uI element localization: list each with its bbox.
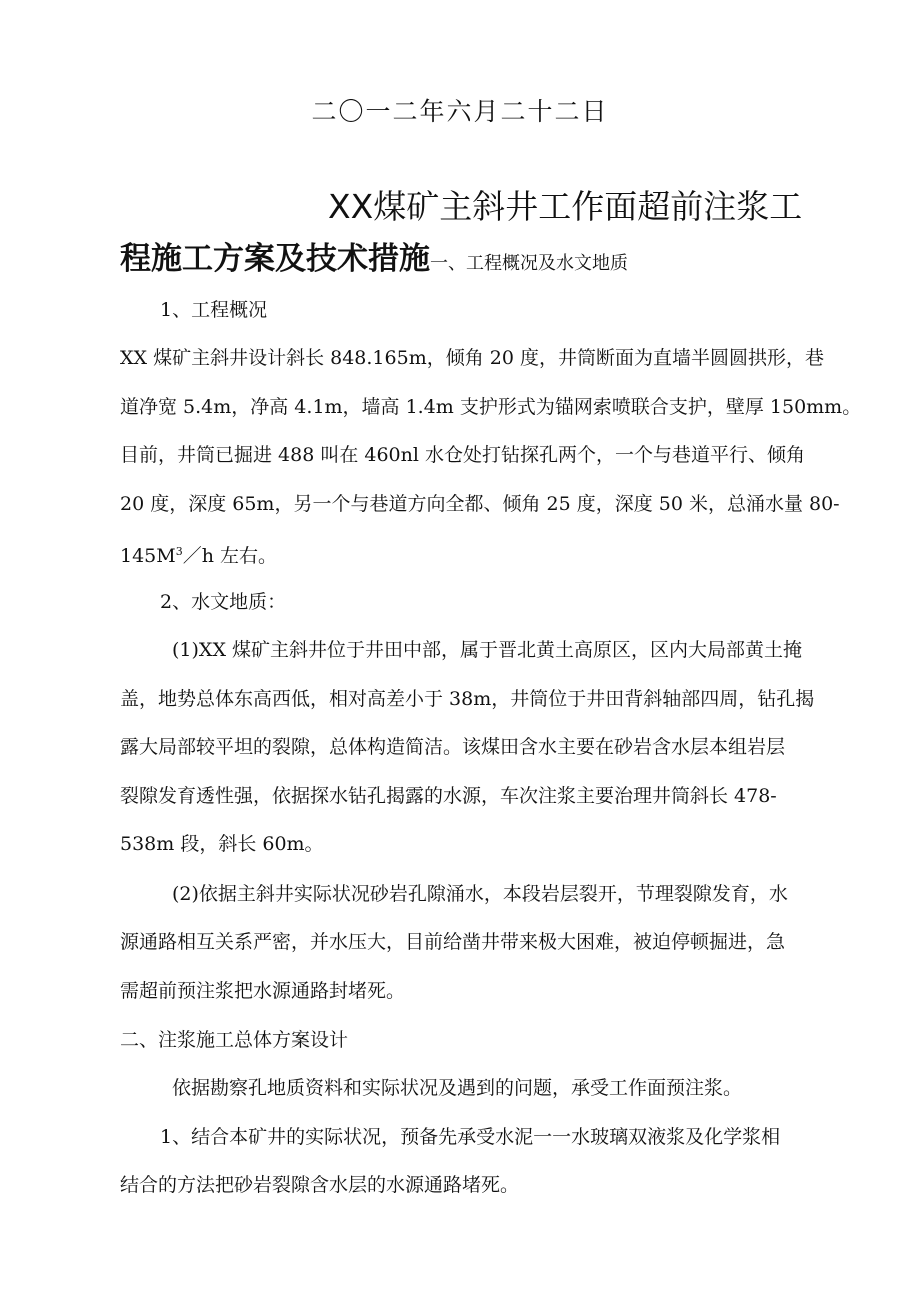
para2-line: 538m 段，斜长 60m。 (120, 833, 324, 855)
para3-line: (2)依据主斜井实际状况砂岩孔隙涌水，本段岩层裂开，节理裂隙发育，水 (172, 883, 788, 905)
para5-line: 1、结合本矿井的实际状况，预备先承受水泥一一水玻璃双液浆及化学浆相 (160, 1126, 781, 1148)
para5-line: 结合的方法把砂岩裂隙含水层的水源通路堵死。 (120, 1174, 520, 1196)
para3-line: 需超前预注浆把水源通路封堵死。 (120, 980, 406, 1002)
para3-line: 源通路相互关系严密，并水压大，目前给凿井带来极大困难，被迫停顿掘进，急 (120, 931, 786, 953)
flow-rate-superscript: 3 (175, 545, 183, 558)
para1-line: XX 煤矿主斜井设计斜长 848.165m，倾角 20 度，井筒断面为直墙半圆圆拱形，巷 (120, 347, 824, 369)
para2-line: (1)XX 煤矿主斜井位于井田中部，属于晋北黄土高原区，区内大局部黄土掩 (172, 639, 803, 661)
flow-rate-suffix: ／h 左右。 (182, 545, 278, 567)
para1-line: 目前，井筒已掘进 488 叫在 460nl 水仓处打钻探孔两个，一个与巷道平行、倾角 (120, 444, 806, 466)
title-row (120, 234, 628, 289)
section1-heading: 一、工程概况及水文地质 (430, 253, 628, 274)
para1-line: 20 度，深度 65m，另一个与巷道方向全都、倾角 25 度，深度 50 米，总涌水量 80- (120, 493, 840, 515)
para4: 依据勘察孔地质资料和实际状况及遇到的问题，承受工作面预注浆。 (172, 1077, 743, 1099)
para1-line: 道净宽 5.4m，净高 4.1m，墙高 1.4m 支护形式为锚网索喷联合支护，壁厚 150mm。 (120, 396, 862, 418)
para2-line: 裂隙发育透性强，依据探水钻孔揭露的水源，车次注浆主要治理井筒斜长 478- (120, 785, 777, 807)
para1-last-line (120, 534, 277, 574)
para2-line: 盖，地势总体东高西低，相对高差小于 38m，井筒位于井田背斜轴部四周，钻孔揭 (120, 688, 815, 710)
flow-rate-value: 145M (120, 545, 176, 567)
para2-line: 露大局部较平坦的裂隙，总体构造简洁。该煤田含水主要在砂岩含水层本组岩层 (120, 736, 786, 758)
document-date: 二〇一二年六月二十二日 (311, 97, 609, 126)
section2-heading: 二、注浆施工总体方案设计 (120, 1029, 349, 1051)
sub1-heading: 1、工程概况 (160, 299, 268, 321)
sub2-heading: 2、水文地质： (160, 591, 287, 613)
document-title-line2: 程施工方案及技术措施 (120, 241, 430, 277)
document-title-line1: XX煤矿主斜井工作面超前注浆工 (328, 187, 803, 226)
